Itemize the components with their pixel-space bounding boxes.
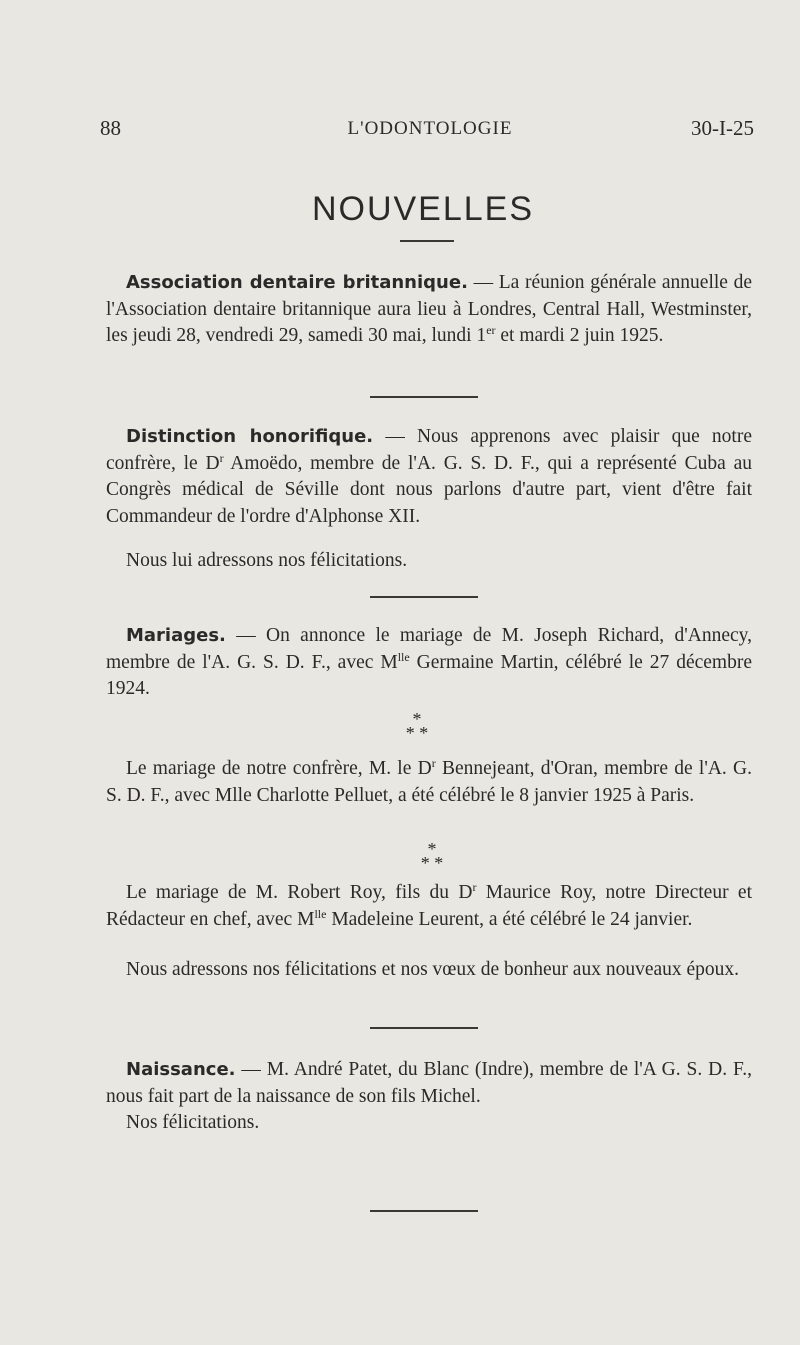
mariage-roy: Le mariage de M. Robert Roy, fils du $D^r$ Maurice Roy, notre Directeur et Rédacteur en chef, avec $M^{lle}$ Madeleine Leurent, a été célébré le 24 janvier. (106, 880, 753, 930)
issue-date: 30-I-25 (691, 116, 754, 140)
article-heading: Mariages. (126, 625, 226, 646)
separator-rule (370, 396, 478, 398)
mariage-bennejeant: Le mariage de notre confrère, M. le $D^r$ Bennejeant, d'Oran, membre de l'A. G. S. D. F., avec Mlle Charlotte Pelluet, a été célébré le 8 janvier 1925 à Paris. (106, 756, 752, 806)
article-naissance-closing: Nos félicitations. (126, 1112, 260, 1133)
journal-title: L'ODONTOLOGIE (347, 118, 513, 139)
running-head (100, 116, 760, 146)
asterism: * * * (420, 839, 444, 873)
title-rule (400, 240, 454, 242)
article-distinction: Distinction honorifique. — Nous apprenons avec plaisir que notre confrère, le $D^r$ Amoëdo, membre de l'A. G. S. D. F., qui a représenté Cuba au Congrès médical de Séville dont nous parlons d'autre part, vient d'être fait Commandeur de l'ordre d'Alphonse XII. (106, 426, 752, 527)
article-heading: Naissance. (126, 1059, 236, 1080)
page-number: 88 (100, 116, 121, 140)
article-mariages: Mariages. — On annonce le mariage de M. Joseph Richard, d'Annecy, membre de l'A. G. S. D. F., avec $M^{lle}$ Germaine Martin, célébré le 27 décembre 1924. (106, 625, 753, 699)
article-naissance: Naissance. — M. André Patet, du Blanc (Indre), membre de l'A G. S. D. F., nous fait part de la naissance de son fils Michel. (106, 1059, 752, 1107)
asterism: * * * (405, 709, 429, 743)
article-association: Association dentaire britannique. — La réunion générale annuelle de l'Association dentaire britannique aura lieu à Londres, Central Hall, Westminster, les jeudi 28, vendredi 29, samedi 30 mai, lundi 1er et mardi 2 juin 1925. (106, 272, 753, 346)
separator-rule (370, 1027, 478, 1029)
section-title: NOUVELLES (311, 190, 535, 228)
mariage-roy-wishes: Nous adressons nos félicitations et nos vœux de bonheur aux nouveaux époux. (126, 959, 740, 980)
article-heading: Association dentaire britannique. (126, 272, 468, 293)
end-rule (370, 1210, 478, 1212)
separator-rule (370, 596, 478, 598)
article-heading: Distinction honorifique. (126, 426, 374, 447)
article-distinction-closing: Nous lui adressons nos félicitations. (126, 550, 408, 571)
